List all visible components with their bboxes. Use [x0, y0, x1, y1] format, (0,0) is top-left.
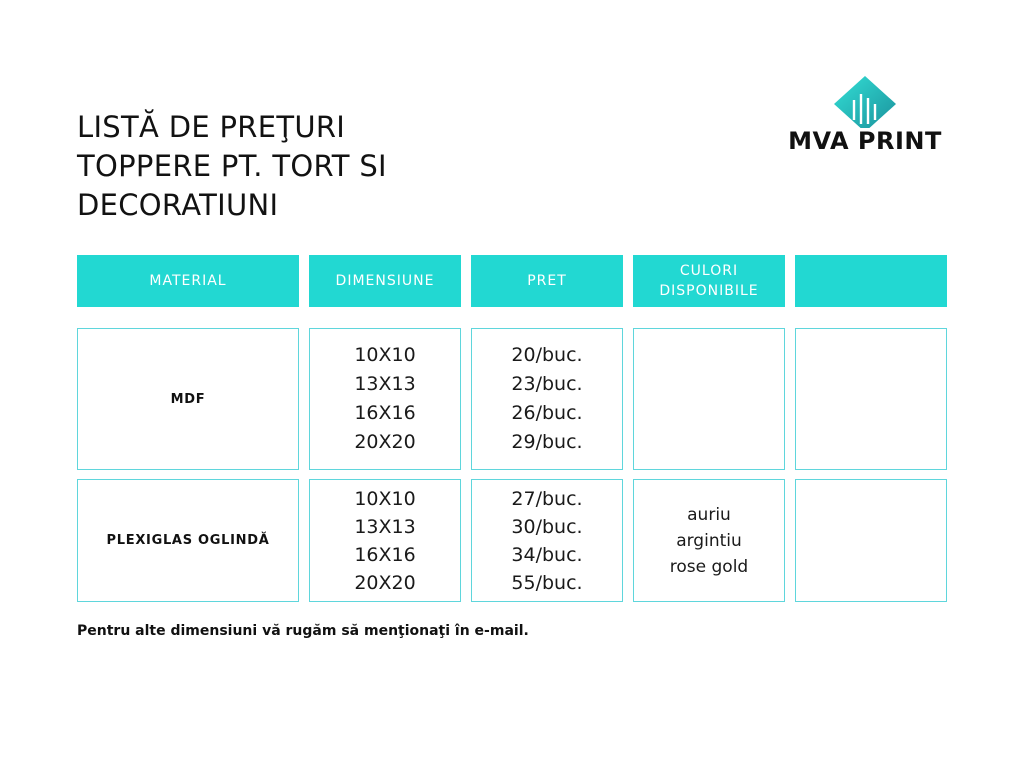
- row1-dimension: 20X20: [354, 431, 416, 453]
- row2-material: PLEXIGLAS OGLINDĂ: [106, 533, 270, 548]
- row1-dimensions-cell: [309, 328, 461, 470]
- row2-price: 27/buc.: [511, 487, 583, 510]
- header-pret-label: PRET: [527, 273, 567, 289]
- header-dimensiune-label: DIMENSIUNE: [335, 273, 435, 289]
- row2-price: 34/buc.: [511, 543, 583, 566]
- row1-dimension: 13X13: [354, 373, 416, 395]
- row2-color: argintiu: [676, 530, 742, 551]
- row1-colors-cell: [633, 328, 785, 470]
- header-dimensiune: [309, 255, 461, 307]
- row1-material-cell: [77, 328, 299, 470]
- row1-price: 29/buc.: [511, 431, 583, 453]
- title-line-2: TOPPERE PT. TORT SI: [77, 149, 387, 183]
- row1-material: MDF: [170, 391, 206, 407]
- row1-prices-cell: [471, 328, 623, 470]
- row2-dimension: 20X20: [354, 571, 416, 594]
- row2-colors-cell: [633, 479, 785, 602]
- header-material-label: MATERIAL: [149, 273, 227, 289]
- header-culori-label: CULORI DISPONIBILE: [659, 263, 759, 299]
- row2-dimension: 10X10: [354, 487, 416, 510]
- row2-prices-cell: [471, 479, 623, 602]
- header-material: [77, 255, 299, 307]
- row2-color: rose gold: [669, 556, 749, 577]
- row2-dimension: 16X16: [354, 543, 416, 566]
- brand-logo: [786, 74, 946, 154]
- title-line-1: LISTĂ DE PREŢURI: [77, 110, 346, 144]
- footer-note: Pentru alte dimensiuni vă rugăm să menţionaţi în e-mail.: [77, 623, 529, 639]
- diamond-bars-logo-icon: [832, 74, 898, 128]
- row2-dimensions-cell: [309, 479, 461, 602]
- header-culori: [633, 255, 785, 307]
- row2-dimension: 13X13: [354, 515, 416, 538]
- row1-extra-cell: [795, 328, 947, 470]
- row1-price: 23/buc.: [511, 373, 583, 395]
- row1-dimension: 16X16: [354, 402, 416, 424]
- row2-price: 30/buc.: [511, 515, 583, 538]
- title-line-3: DECORATIUNI: [77, 188, 279, 222]
- header-empty: [795, 255, 947, 307]
- logo-text: MVA PRINT: [788, 127, 942, 155]
- row2-price: 55/buc.: [511, 571, 583, 594]
- row1-price: 20/buc.: [511, 344, 583, 366]
- row1-dimension: 10X10: [354, 344, 416, 366]
- row2-color: auriu: [687, 504, 731, 525]
- row2-extra-cell: [795, 479, 947, 602]
- row2-material-cell: [77, 479, 299, 602]
- row1-price: 26/buc.: [511, 402, 583, 424]
- page-title: [77, 108, 387, 225]
- header-pret: [471, 255, 623, 307]
